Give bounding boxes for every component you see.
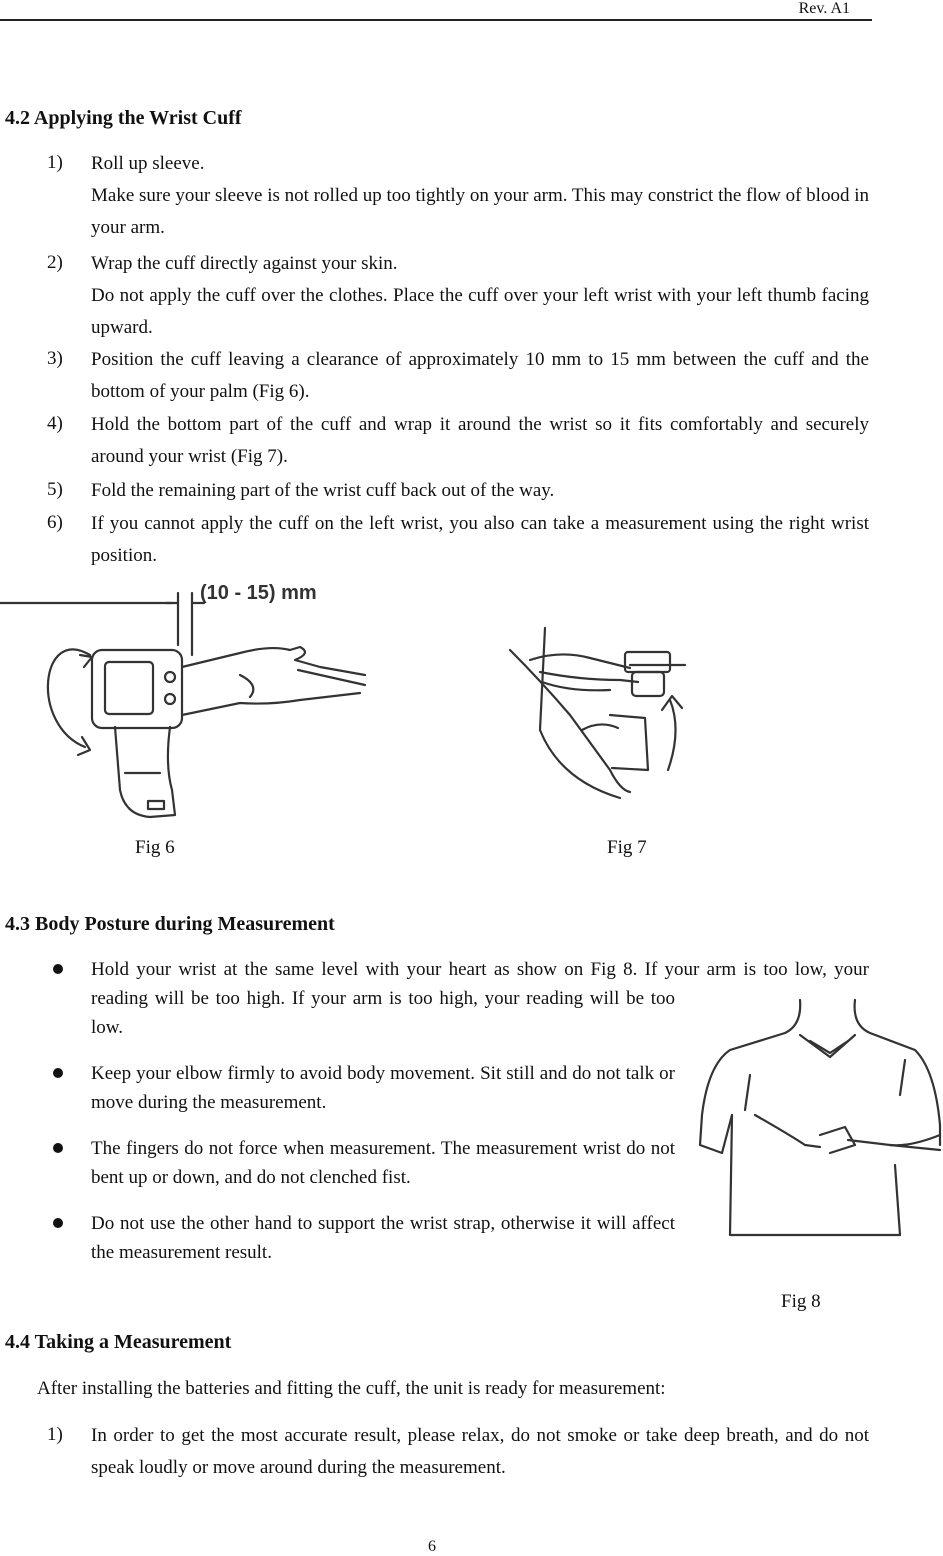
step-5-text: Fold the remaining part of the wrist cuff back out of the way. [91,480,555,501]
fig-6-clearance-label: (10 - 15) mm [200,582,317,604]
bullet-1-line-1 [91,955,869,984]
section-4-3-title: 4.3 Body Posture during Measurement [5,913,335,935]
step-2-line-2: Do not apply the cuff over the clothes. Place the cuff over your left wrist with your left thumb facing upward. [91,285,869,338]
section-4-4-title: 4.4 Taking a Measurement [5,1331,232,1353]
step-1-line-1: Roll up sleeve. [91,153,205,174]
step-6-number: 6) [47,512,63,533]
fig-6-illustration [0,575,380,825]
step-4-number: 4) [47,413,63,434]
bullet-dot-3 [53,1143,63,1153]
bullet-3-text: The fingers do not force when measurement. The measurement wrist do not bent up or down, and do not clenched fist. [91,1138,675,1188]
step-2-text [91,248,869,344]
fig-7-caption: Fig 7 [607,837,647,858]
measure-step-1-number: 1) [47,1424,63,1445]
bullet-1-text: Hold your wrist at the same level with your heart as show on Fig 8. If your arm is too low, your [91,959,869,980]
header-rule [0,19,872,21]
section-4-2-title: 4.2 Applying the Wrist Cuff [5,107,242,129]
step-2-number: 2) [47,252,63,273]
step-5-number: 5) [47,479,63,500]
fig-8-caption: Fig 8 [781,1291,821,1312]
bullet-2-text: Keep your elbow firmly to avoid body movement. Sit still and do not talk or move during the measurement. [91,1063,675,1113]
measure-step-1-text: In order to get the most accurate result, please relax, do not smoke or take deep breath, and do not speak loudly or move around during the measurement. [91,1425,869,1478]
page-number: 6 [428,1538,436,1555]
bullet-4-text: Do not use the other hand to support the wrist strap, otherwise it will affect the measurement result. [91,1213,675,1263]
section-4-4-intro: After installing the batteries and fitting the cuff, the unit is ready for measurement: [37,1378,666,1399]
bullet-dot-4 [53,1218,63,1228]
step-1-text [91,148,869,244]
bullet-dot-1 [53,964,63,974]
step-2-line-1: Wrap the cuff directly against your skin. [91,253,398,274]
bullet-dot-2 [53,1068,63,1078]
revision-label: Rev. A1 [798,0,850,17]
step-1-line-2: Make sure your sleeve is not rolled up too tightly on your arm. This may constrict the flow of blood in your arm. [91,185,869,238]
step-6-text: If you cannot apply the cuff on the left wrist, you also can take a measurement using the right wrist position. [91,513,869,566]
step-3-text: Position the cuff leaving a clearance of approximately 10 mm to 15 mm between the cuff and the bottom of your palm (Fig 6). [91,349,869,402]
step-3-number: 3) [47,348,63,369]
step-4-text: Hold the bottom part of the cuff and wrap it around the wrist so it fits comfortably and securely around your wrist (Fig 7). [91,414,869,467]
fig-7-illustration [500,620,700,805]
bullet-1-wrap: reading will be too high. If your arm is too high, your reading will be too low. [91,988,675,1038]
fig-6-caption: Fig 6 [135,837,175,858]
fig-8-illustration [690,995,943,1245]
step-1-number: 1) [47,152,63,173]
